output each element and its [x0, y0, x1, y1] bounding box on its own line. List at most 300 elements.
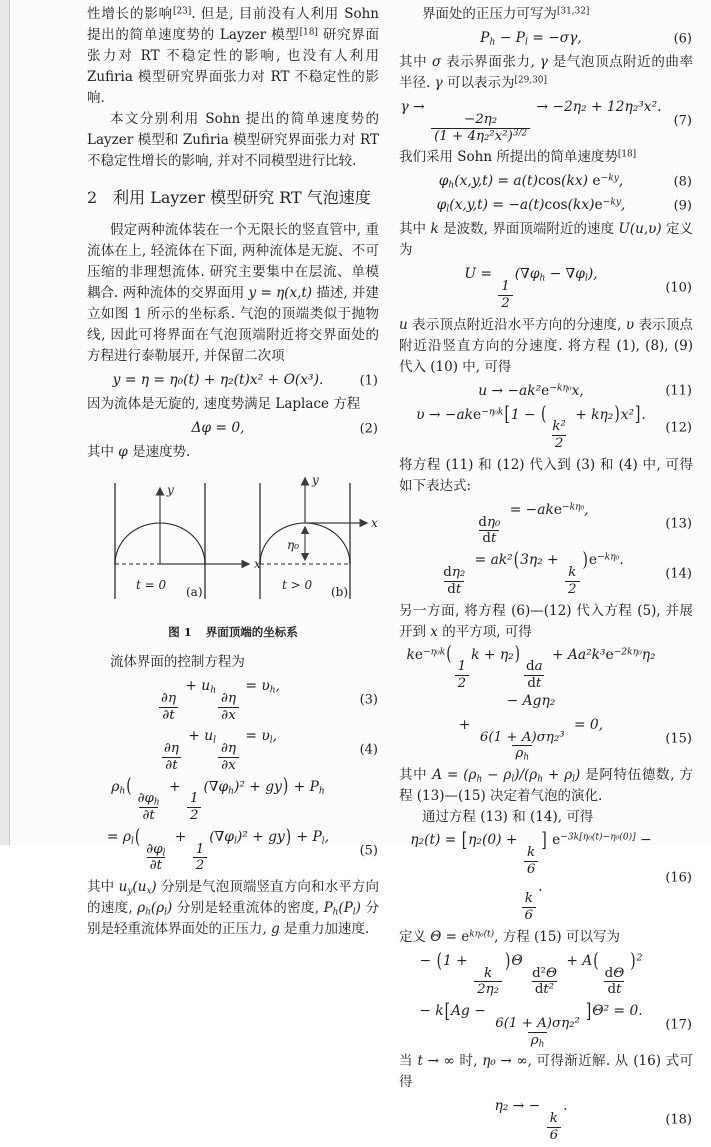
- equation-number: (9): [673, 198, 692, 214]
- fraction: [477, 730, 568, 763]
- subscript: h: [537, 774, 543, 785]
- math-run: = υ: [240, 728, 270, 745]
- equation: [399, 951, 693, 998]
- math-run: = 0,: [569, 716, 604, 733]
- text-run: 通过方程 (13) 和 (14), 可得: [421, 809, 594, 826]
- text-run: e: [588, 173, 601, 190]
- math-run: Δφ = 0,: [191, 420, 245, 436]
- equation-number: (3): [359, 692, 378, 708]
- equation: [399, 1001, 693, 1048]
- math-run: + u: [183, 728, 214, 745]
- fraction: [602, 966, 628, 999]
- math-run: ∂φ: [146, 841, 163, 857]
- math-run: 6(1 + A)ση₂²: [495, 1015, 580, 1031]
- math-run: (1 + 4η₂²x²): [434, 128, 513, 144]
- math-run: u: [399, 316, 408, 333]
- eta0-label: η₀: [286, 538, 299, 552]
- math-run: k: [568, 564, 577, 580]
- text-run: 可以表示为: [442, 75, 515, 91]
- math-run: + P: [289, 778, 319, 795]
- equation-body: [191, 419, 244, 438]
- equation-body: [399, 828, 663, 924]
- subscript: h: [476, 774, 483, 785]
- big-delimiter: (: [134, 825, 141, 849]
- math-run: k: [430, 221, 439, 238]
- subscript: y: [127, 886, 133, 897]
- subscript: h: [538, 1039, 545, 1050]
- math-run: η₂(0) +: [468, 832, 522, 849]
- subscript: h: [145, 907, 151, 918]
- math-run: − k: [419, 1003, 444, 1020]
- big-delimiter: ): [514, 643, 521, 667]
- math-run: (P: [338, 900, 353, 917]
- text-run: d: [482, 531, 491, 547]
- math-run: ),: [587, 266, 598, 283]
- superscript: kη₀(t): [469, 929, 495, 940]
- equation: [87, 777, 379, 824]
- math-run: .: [619, 552, 624, 569]
- equation-number: (7): [673, 113, 692, 129]
- fraction: [431, 112, 530, 145]
- equation-body: [419, 949, 643, 998]
- text-run: d: [534, 982, 544, 998]
- text-run: 是气泡顶点附近的曲率半径.: [399, 54, 694, 91]
- fraction: [523, 659, 546, 692]
- math-run: 2: [189, 808, 199, 824]
- equation: [87, 676, 379, 723]
- subscript: h: [523, 753, 529, 764]
- time-label-t0: t = 0: [135, 578, 166, 592]
- superscript: −kη₀: [561, 502, 585, 513]
- fraction: [549, 419, 568, 452]
- fraction: [522, 891, 537, 924]
- math-run: ρ: [111, 778, 120, 795]
- equation-number: (11): [665, 383, 692, 399]
- text-run: 其中: [87, 879, 119, 896]
- math-run: t²: [543, 982, 555, 998]
- math-run: k: [483, 965, 493, 981]
- math-run: u → −ak²: [478, 382, 542, 399]
- text-run: e: [553, 501, 562, 518]
- paragraph: [399, 219, 693, 261]
- time-label-t1: t > 0: [281, 578, 312, 592]
- math-run: a: [534, 659, 543, 675]
- axis-label-x: x: [370, 516, 378, 530]
- math-run: x²: [620, 406, 635, 423]
- subscript: x: [146, 886, 152, 897]
- equation-body: [495, 1097, 568, 1143]
- subscript: l: [584, 274, 588, 285]
- math-run: Θ: [613, 965, 625, 981]
- equation: [399, 381, 693, 402]
- math-run: k: [527, 844, 536, 860]
- math-run: 2: [568, 581, 577, 597]
- subscript: l: [162, 848, 166, 859]
- axis-label-x: x: [253, 557, 261, 571]
- subscript: l: [352, 907, 356, 918]
- equation-number: (1): [359, 373, 378, 388]
- subscript: h: [210, 685, 217, 696]
- subscript: l: [524, 37, 528, 48]
- text-run: e: [541, 382, 550, 399]
- text-run: 另一方面, 将方程 (6)—(12) 代入方程 (5), 并展开到: [399, 602, 693, 640]
- big-delimiter: (: [126, 775, 132, 799]
- subscript: l: [321, 836, 325, 847]
- equation-body: [106, 825, 330, 874]
- superscript: 3/2: [512, 128, 528, 139]
- subscript: h: [153, 797, 160, 808]
- text-run: , 方程 (15) 可以写为: [494, 928, 620, 945]
- equation: [399, 643, 693, 712]
- superscript: −ky: [602, 197, 621, 208]
- math-run: .: [538, 878, 543, 895]
- math-run: 1: [195, 841, 205, 857]
- fraction: [143, 842, 168, 875]
- coordinate-diagram-a: [115, 483, 261, 599]
- math-run: + ρ: [543, 767, 573, 784]
- math-run: k: [524, 891, 533, 907]
- math-run: ): [355, 900, 361, 917]
- equation: [399, 1096, 693, 1143]
- math-run: t: [616, 982, 622, 998]
- math-run: ∂x: [221, 757, 236, 773]
- math-run: A = (ρ: [432, 767, 477, 784]
- text-run: e: [473, 406, 482, 423]
- equation-number: (4): [359, 742, 378, 758]
- superscript: −2kη₀: [613, 647, 642, 658]
- citation-ref: [29,30]: [514, 75, 547, 86]
- subscript: h: [119, 786, 126, 797]
- fraction: [475, 515, 503, 548]
- text-run: 其中: [399, 221, 431, 238]
- math-run: U =: [464, 266, 497, 283]
- text-run: 本文分别利用 Sohn 提出的简单速度势的 Layzer 模型和 Zufiria 模型研究界面张力对 RT 不稳定性增长的影响, 并对不同模型进行比较.: [87, 111, 379, 169]
- math-run: 3η₂ +: [520, 552, 563, 569]
- equation: [399, 28, 693, 49]
- math-run: = −ak: [505, 501, 554, 518]
- text-run: 我们采用 Sohn 所提出的简单速度势: [399, 149, 618, 166]
- equation: [399, 500, 693, 547]
- math-run: 6(1 + A)ση₂³: [479, 729, 565, 745]
- math-run: + P: [292, 828, 322, 845]
- text-run: d: [447, 581, 456, 597]
- figure-caption: [87, 622, 379, 643]
- equation: [399, 715, 693, 762]
- right-column: [399, 4, 693, 1147]
- subscript: h: [228, 786, 234, 797]
- math-run: U(u,υ): [618, 221, 662, 238]
- math-run: k + η₂: [471, 646, 514, 663]
- math-run: = ρ: [106, 828, 131, 845]
- math-run: = ak²: [470, 552, 513, 569]
- equation-body: [478, 382, 583, 401]
- text-run: 分别是气泡顶端竖直方向和水平方向的速度,: [87, 879, 379, 917]
- fraction: [455, 659, 470, 692]
- math-run: − P: [495, 30, 525, 46]
- math-run: 1 +: [442, 952, 473, 969]
- text-run: 界面处的正压力可写为: [421, 6, 557, 22]
- paragraph: [399, 927, 693, 948]
- big-delimiter: [: [444, 999, 451, 1023]
- math-run: )² + gy: [236, 828, 285, 845]
- equation-body: [156, 677, 280, 723]
- text-run: d²: [532, 965, 546, 981]
- text-run: . 但是, 目前没有人利用 Sohn 提出的简单速度势的 Layzer 模型: [87, 6, 379, 43]
- equation-number: (8): [673, 174, 692, 190]
- paragraph: [399, 455, 693, 497]
- math-run: η₀: [486, 514, 501, 530]
- text-run: d: [604, 965, 614, 981]
- subscript: h: [539, 274, 546, 285]
- fraction: [161, 741, 182, 774]
- equation-body: [437, 196, 626, 215]
- equation-number: (10): [665, 280, 692, 296]
- subscript: l: [511, 774, 515, 785]
- math-run: ∂t: [165, 757, 178, 773]
- math-run: )/(ρ: [514, 767, 538, 784]
- superscript: −ky: [600, 173, 619, 184]
- text-run: 流体界面的控制方程为: [109, 654, 245, 670]
- math-run: η₀: [482, 1053, 496, 1070]
- subscript: l: [213, 736, 217, 747]
- equation-body: [480, 29, 582, 48]
- equation: [399, 171, 693, 192]
- text-run: 将方程 (11) 和 (12) 代入到 (3) 和 (4) 中, 可得如下表达式:: [399, 456, 693, 494]
- math-run: γ: [434, 75, 443, 91]
- big-delimiter: (: [513, 548, 520, 572]
- math-run: k²: [552, 419, 566, 435]
- math-run: ∂η: [221, 690, 236, 706]
- math-run: .: [641, 406, 646, 423]
- superscript: −kη₀: [597, 552, 620, 563]
- math-run: .: [563, 1098, 568, 1115]
- left-column: [87, 4, 379, 940]
- subscript: l: [446, 205, 450, 216]
- math-run: g: [271, 921, 280, 938]
- equation-body: [113, 371, 324, 390]
- math-run: Θ² = 0.: [592, 1003, 643, 1020]
- equation-body: [459, 716, 603, 762]
- paragraph: [399, 147, 693, 168]
- math-run: 6: [524, 908, 534, 924]
- text-run: 表示顶点附近沿竖直方向的分速度. 将方程 (1), (8), (9) 代入 (10) 中, 可得: [399, 316, 694, 375]
- math-run: − ρ: [482, 767, 512, 784]
- paragraph: [399, 1051, 693, 1093]
- math-run: P: [480, 30, 490, 46]
- text-run: 表示界面张力,: [441, 54, 540, 70]
- big-delimiter: [: [504, 403, 510, 427]
- paragraph: [399, 601, 693, 643]
- math-run: ∂t: [149, 858, 162, 874]
- math-run: t: [490, 531, 497, 547]
- fraction: [492, 1016, 583, 1049]
- equation-number: (18): [665, 1112, 692, 1128]
- big-delimiter: (: [540, 403, 547, 427]
- text-run: 分别是轻重流体界面处的正压力,: [87, 900, 379, 938]
- equation-body: [401, 98, 662, 144]
- math-run: ,: [275, 678, 280, 694]
- math-run: (∇φ: [203, 778, 229, 795]
- subscript: h: [269, 685, 276, 696]
- big-delimiter: ]: [585, 999, 592, 1023]
- math-run: 1: [501, 279, 510, 295]
- math-run: 2: [501, 295, 510, 311]
- math-run: Ag −: [451, 1003, 491, 1020]
- text-run: 表示顶点附近沿水平方向的分速度,: [407, 316, 626, 333]
- math-run: 2η₂: [477, 982, 499, 998]
- math-run: (∇φ: [514, 266, 540, 283]
- equation-body: [159, 727, 277, 773]
- math-run: ,: [324, 828, 330, 845]
- equation: [87, 726, 379, 773]
- math-run: (x,y,t) = a(t): [454, 173, 538, 190]
- citation-ref: [18]: [617, 149, 637, 160]
- fraction: [440, 565, 468, 598]
- big-delimiter: (: [436, 949, 442, 973]
- fraction: [158, 691, 179, 724]
- subscript: l: [233, 836, 237, 847]
- math-run: φ: [118, 444, 128, 460]
- coordinate-system-figure: [88, 471, 379, 619]
- math-run: = −σγ,: [527, 30, 582, 46]
- math-run: → −2η₂ + 12η₂³x².: [532, 99, 662, 115]
- paragraph: [87, 652, 379, 673]
- text-run: 研究界面张力对 RT 不稳定性的影响, 也没有人利用 Zufiria 模型研究界面张力对 RT 不稳定性的影响.: [87, 27, 380, 106]
- math-run: ,: [584, 501, 589, 518]
- math-run: ,: [620, 197, 626, 214]
- equation: [399, 97, 693, 144]
- subscript: h: [489, 37, 496, 48]
- big-delimiter: ): [630, 949, 636, 973]
- math-run: t: [535, 676, 542, 692]
- figure-1: [87, 471, 379, 643]
- math-run: (kx): [567, 197, 595, 214]
- text-run: e: [588, 552, 598, 569]
- text-run: d: [607, 982, 617, 998]
- text-run: = e: [441, 928, 470, 945]
- math-run: u: [118, 879, 128, 896]
- math-run: 2: [457, 676, 467, 692]
- math-run: 6: [549, 1127, 559, 1143]
- math-run: (ρ: [150, 900, 165, 917]
- equation-number: (16): [665, 870, 692, 885]
- math-run: +: [458, 716, 475, 733]
- math-run: η₂(t) =: [410, 832, 461, 849]
- math-run: −: [419, 952, 436, 969]
- equation-body: [473, 501, 588, 547]
- text-run: 的平方项, 可得: [437, 623, 532, 640]
- math-run: (∇φ: [209, 828, 234, 845]
- math-run: 1 −: [510, 406, 540, 423]
- big-delimiter: ): [614, 403, 620, 427]
- equation-number: (14): [665, 566, 692, 582]
- text-run: d: [478, 514, 487, 530]
- superscript: −η₀k: [423, 647, 446, 658]
- equation: [87, 370, 379, 391]
- fraction: [193, 842, 208, 875]
- equation-number: (12): [665, 420, 692, 436]
- paragraph: [87, 394, 379, 415]
- math-run: ∂φ: [137, 791, 154, 807]
- fraction: [135, 791, 163, 824]
- equation: [399, 405, 693, 452]
- paragraph: [399, 52, 693, 94]
- math-run: 2: [195, 858, 205, 874]
- text-run: 其中: [399, 767, 433, 784]
- text-run: 定义为: [399, 221, 693, 259]
- equation: [399, 195, 693, 216]
- text-run: 是重力加速度.: [279, 921, 370, 938]
- citation-ref: [18]: [299, 27, 318, 38]
- fraction: [187, 791, 202, 824]
- math-run: y = η = η₀(t) + η₂(t)x² + O(x³).: [112, 372, 324, 388]
- math-run: +: [170, 828, 191, 845]
- paragraph: [87, 442, 379, 463]
- math-run: ): [575, 767, 581, 784]
- math-run: γ: [539, 54, 548, 70]
- superscript: −kη₀: [549, 383, 572, 394]
- math-run: −: [635, 832, 652, 849]
- fraction: [547, 1111, 562, 1144]
- text-run: 是速度势.: [127, 444, 191, 460]
- section-heading: [87, 187, 379, 209]
- text-run: 其中: [87, 444, 119, 460]
- text-run: d: [527, 676, 536, 692]
- math-run: k: [549, 1111, 558, 1127]
- equation-body: [111, 775, 325, 824]
- big-delimiter: (: [446, 643, 452, 667]
- big-delimiter: ]: [541, 828, 547, 852]
- paragraph: [399, 4, 693, 25]
- text-run: → ∞ 时,: [422, 1053, 483, 1070]
- subscript: l: [130, 836, 134, 847]
- text-run: cos: [544, 197, 568, 214]
- text-run: 性增长的影响: [87, 6, 173, 22]
- text-run: e: [547, 832, 561, 849]
- math-run: 2: [554, 436, 564, 452]
- math-run: η₂: [451, 564, 466, 580]
- math-run: −2η₂: [464, 111, 498, 127]
- big-delimiter: ): [504, 949, 511, 973]
- math-run: 1: [189, 791, 199, 807]
- math-run: ρ: [137, 900, 146, 917]
- equation-body: [439, 172, 624, 191]
- text-run: 当: [399, 1053, 418, 1070]
- text-run: 定义: [399, 928, 431, 945]
- equation-body: [464, 265, 597, 311]
- equation: [87, 827, 379, 874]
- math-run: (x,y,t) = −a(t): [449, 197, 545, 214]
- big-delimiter: ): [582, 548, 588, 572]
- subscript: l: [269, 736, 273, 747]
- math-run: 6: [526, 861, 536, 877]
- text-run: d: [526, 659, 535, 675]
- paragraph: [399, 765, 693, 807]
- coordinate-diagram-b: [260, 473, 378, 599]
- math-run: + Aa²k³: [547, 646, 606, 663]
- citation-ref: [31,32]: [556, 6, 590, 17]
- text-run: 因为流体是无旋的, 速度势满足 Laplace 方程: [87, 396, 361, 412]
- math-run: (kx): [561, 173, 589, 190]
- equation-body: [399, 643, 663, 711]
- math-run: υ: [625, 316, 635, 333]
- math-run: Θ: [511, 952, 528, 969]
- big-delimiter: [: [461, 828, 468, 852]
- paragraph: [399, 807, 693, 828]
- math-run: υ → −ak: [416, 406, 474, 423]
- fraction: [529, 966, 560, 999]
- math-run: x: [430, 623, 438, 640]
